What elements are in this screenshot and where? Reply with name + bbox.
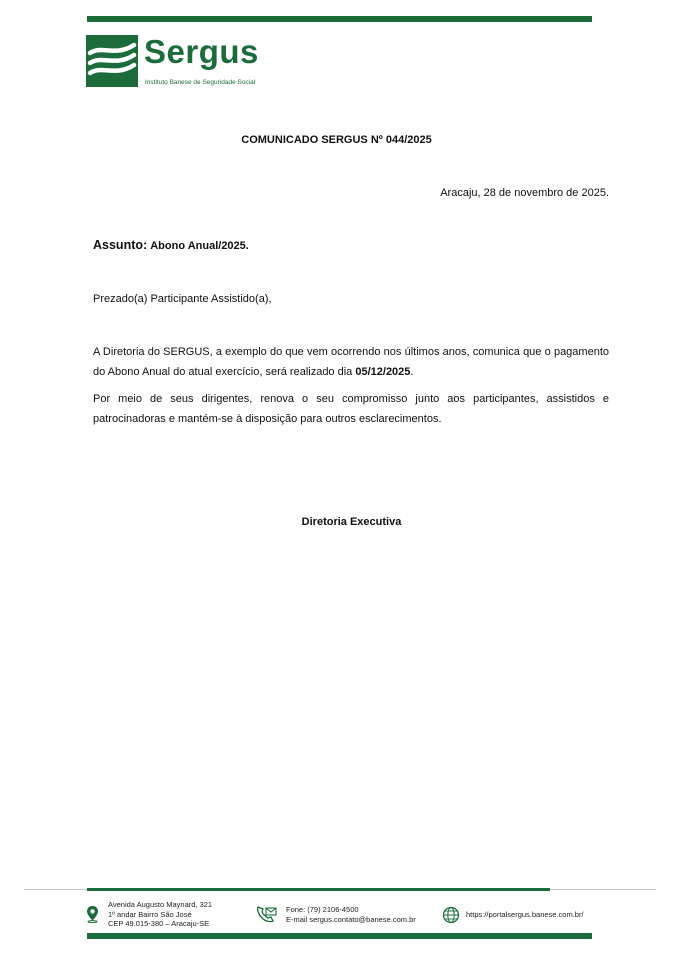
payment-date: 05/12/2025 [355,366,411,378]
subject-line [93,238,249,252]
paragraph-1 [93,342,609,382]
signature: Diretoria Executiva [301,516,402,528]
date-line: Aracaju, 28 de novembro de 2025. [440,187,609,199]
phone-mail-icon [256,905,278,923]
address-line-2: 1º andar Bairro São José [108,909,192,919]
paragraph-1-end: . [410,366,414,378]
address-line-1: Avenida Augusto Maynard, 321 [108,900,213,909]
location-pin-icon [86,905,99,923]
header-bar [87,16,592,22]
document-title: COMUNICADO SERGUS Nº 044/2025 [241,134,432,146]
footer-website[interactable]: https://portalsergus.banese.com.br/ [466,910,584,919]
subject-value: Abono Anual/2025. [150,240,249,252]
logo-wave-icon [86,35,138,87]
sergus-logo [86,35,276,90]
footer-phone: Fone: (79) 2106-4500 [286,905,359,914]
footer-email[interactable]: E-mail sergus.contato@banese.com.br [286,914,416,924]
footer-contact [286,905,416,924]
footer-address [108,900,212,929]
greeting: Prezado(a) Participante Assistido(a), [93,293,272,305]
footer-accent-line [87,888,550,891]
globe-icon [442,906,460,924]
brand-name: Sergus [144,33,259,70]
brand-subtitle: Instituto Banese de Seguridade Social [145,79,256,86]
paragraph-1-text: A Diretoria do SERGUS, a exemplo do que vem ocorrendo nos últimos anos, comunica que o pagamento do Abono Anual do atual exercício, será realizado dia [93,346,609,378]
address-line-3: CEP 49.015-380 – Aracaju-SE [108,919,210,928]
footer-bar [87,933,592,939]
paragraph-2: Por meio de seus dirigentes, renova o seu compromisso junto aos participantes, assistidos e patrocinadoras e mantém-se à disposição para outros esclarecimentos. [93,393,609,425]
subject-label: Assunto: [93,238,148,252]
